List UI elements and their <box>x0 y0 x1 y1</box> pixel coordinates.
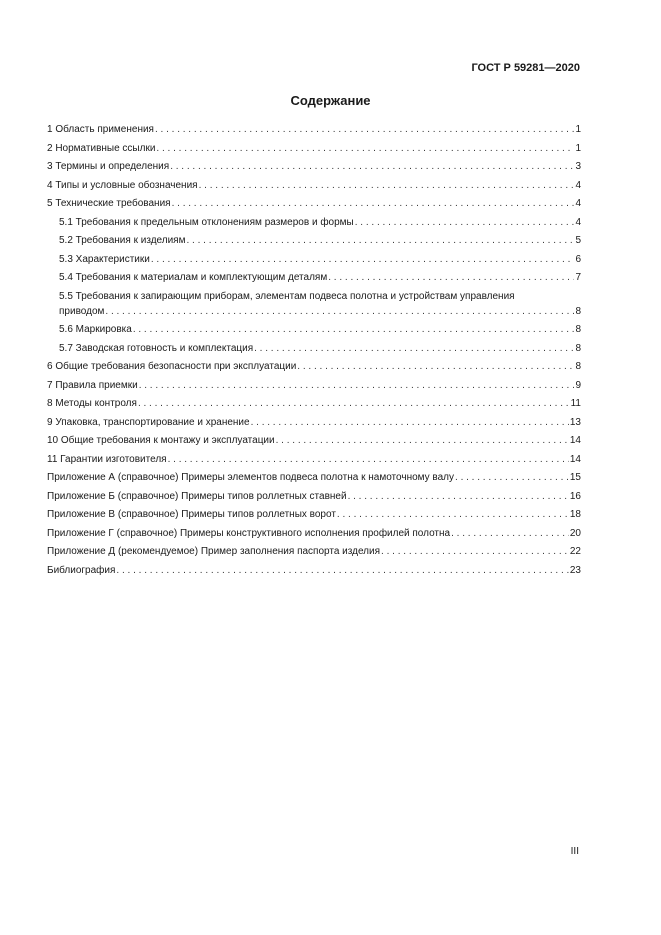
toc-entry-label: Приложение В (справочное) Примеры типов роллетных ворот <box>47 509 336 520</box>
toc-entry-page: 15 <box>569 472 581 483</box>
toc-leader-dots <box>105 305 574 318</box>
toc-entry-label: 5.1 Требования к предельным отклонениям размеров и формы <box>59 216 354 228</box>
toc-leader-dots <box>139 379 575 392</box>
toc-leader-dots <box>297 360 574 373</box>
toc-entry-label: 11 Гарантии изготовителя <box>47 453 167 465</box>
toc-entry-label: Приложение Г (справочное) Примеры конструктивного исполнения профилей полотна <box>47 527 451 539</box>
toc-entry-label: 5.3 Характеристики <box>59 253 150 265</box>
toc-entry-label: Библиография <box>47 564 116 576</box>
toc-entry-label: Приложение Б (справочное) Примеры типов роллетных ставней <box>47 490 347 502</box>
toc-entry-8[interactable] <box>47 397 581 410</box>
page-number: III <box>570 846 579 857</box>
toc-entry-page: 5 <box>575 235 581 246</box>
toc-entry-page: 6 <box>575 253 581 265</box>
toc-entry-11[interactable] <box>47 453 581 466</box>
toc-leader-dots <box>381 545 569 558</box>
toc-entry-page: 11 <box>570 398 581 409</box>
toc-entry-label: Приложение А (справочное) Примеры элементов подвеса полотна к намоточному валу <box>47 472 455 483</box>
toc-appendix-d[interactable] <box>47 545 581 558</box>
toc-entry-5-3[interactable] <box>47 253 581 266</box>
toc-entry-6[interactable] <box>47 360 581 373</box>
toc-entry-label: 2 Нормативные ссылки <box>47 142 156 154</box>
toc-entry-page: 4 <box>575 198 581 209</box>
toc-entry-page: 13 <box>569 416 581 428</box>
toc-entry-page: 3 <box>575 161 581 172</box>
document-code: ГОСТ Р 59281—2020 <box>471 62 580 74</box>
toc-entry-label: 5 Технические требования <box>47 198 171 209</box>
toc-entry-5[interactable] <box>47 197 581 210</box>
toc-entry-label: 1 Область применения <box>47 124 154 135</box>
toc-leader-dots <box>133 323 575 336</box>
toc-entry-page: 18 <box>569 509 581 520</box>
toc-leader-dots <box>156 142 574 155</box>
toc-entry-page: 23 <box>569 564 581 576</box>
toc-entry-page: 14 <box>569 435 581 446</box>
toc-entry-label: 6 Общие требования безопасности при эксплуатации <box>47 361 297 372</box>
toc-entry-page: 1 <box>575 124 581 135</box>
toc-entry-10[interactable] <box>47 434 581 447</box>
toc-leader-dots <box>168 453 569 466</box>
toc-appendix-g[interactable] <box>47 527 581 540</box>
toc-entry-page: 20 <box>569 527 581 539</box>
page-title: Содержание <box>290 93 371 108</box>
toc-entry-label: 8 Методы контроля <box>47 398 137 409</box>
toc-entry-page: 8 <box>575 305 581 317</box>
toc-leader-dots <box>455 471 569 484</box>
toc-leader-dots <box>276 434 569 447</box>
toc-entry-page: 1 <box>575 142 581 154</box>
toc-leader-dots <box>138 397 570 410</box>
toc-leader-dots <box>355 216 575 229</box>
toc-entry-label: 5.7 Заводская готовность и комплектация <box>59 342 254 354</box>
toc-entry-page: 4 <box>575 179 581 191</box>
toc-entry-label: 3 Термины и определения <box>47 161 170 172</box>
toc-entry-page: 7 <box>575 272 581 283</box>
toc-entry-page: 8 <box>575 342 581 354</box>
toc-entry-label: 5.2 Требования к изделиям <box>59 235 186 246</box>
toc-leader-dots <box>451 527 569 540</box>
toc-entry-5-5[interactable] <box>47 290 581 318</box>
toc-appendix-a[interactable] <box>47 471 581 484</box>
toc-leader-dots <box>170 160 574 173</box>
toc-entry-label: 5.4 Требования к материалам и комплектующим деталям <box>59 272 328 283</box>
toc-entry-label: 5.6 Маркировка <box>59 324 132 335</box>
toc-entry-label: 9 Упаковка, транспортирование и хранение <box>47 416 250 428</box>
toc-entry-page: 9 <box>575 379 581 391</box>
toc-entry-5-1[interactable] <box>47 216 581 229</box>
toc-entry-5-6[interactable] <box>47 323 581 336</box>
toc-leader-dots <box>186 234 574 247</box>
toc-appendix-b[interactable] <box>47 490 581 503</box>
toc-leader-dots <box>172 197 575 210</box>
toc-leader-dots <box>337 508 569 521</box>
toc-entry-page: 8 <box>575 324 581 335</box>
toc-leader-dots <box>251 416 569 429</box>
toc-leader-dots <box>199 179 575 192</box>
toc-entry-page: 8 <box>575 361 581 372</box>
toc-entry-label: Приложение Д (рекомендуемое) Пример заполнения паспорта изделия <box>47 546 381 557</box>
toc-entry-label-continued: приводом <box>59 305 105 317</box>
toc-appendix-v[interactable] <box>47 508 581 521</box>
toc-entry-page: 4 <box>575 216 581 228</box>
toc-entry-9[interactable] <box>47 416 581 429</box>
toc-entry-7[interactable] <box>47 379 581 392</box>
toc-entry-1[interactable] <box>47 123 581 136</box>
toc-entry-page: 22 <box>569 546 581 557</box>
toc-entry-3[interactable] <box>47 160 581 173</box>
table-of-contents <box>47 123 581 582</box>
toc-entry-5-4[interactable] <box>47 271 581 284</box>
toc-entry-5-7[interactable] <box>47 342 581 355</box>
toc-bibliography[interactable] <box>47 564 581 577</box>
toc-leader-dots <box>116 564 568 577</box>
toc-entry-page: 14 <box>569 453 581 465</box>
toc-entry-label: 4 Типы и условные обозначения <box>47 179 198 191</box>
toc-leader-dots <box>155 123 574 136</box>
toc-entry-label: 10 Общие требования к монтажу и эксплуатации <box>47 435 275 446</box>
toc-entry-label: 5.5 Требования к запирающим приборам, элементам подвеса полотна и устройствам управления <box>59 290 515 302</box>
toc-leader-dots <box>254 342 574 355</box>
toc-entry-label: 7 Правила приемки <box>47 379 138 391</box>
toc-leader-dots <box>348 490 569 503</box>
toc-leader-dots <box>328 271 574 284</box>
toc-entry-2[interactable] <box>47 142 581 155</box>
toc-entry-4[interactable] <box>47 179 581 192</box>
toc-leader-dots <box>151 253 575 266</box>
toc-entry-5-2[interactable] <box>47 234 581 247</box>
toc-entry-page: 16 <box>569 490 581 502</box>
